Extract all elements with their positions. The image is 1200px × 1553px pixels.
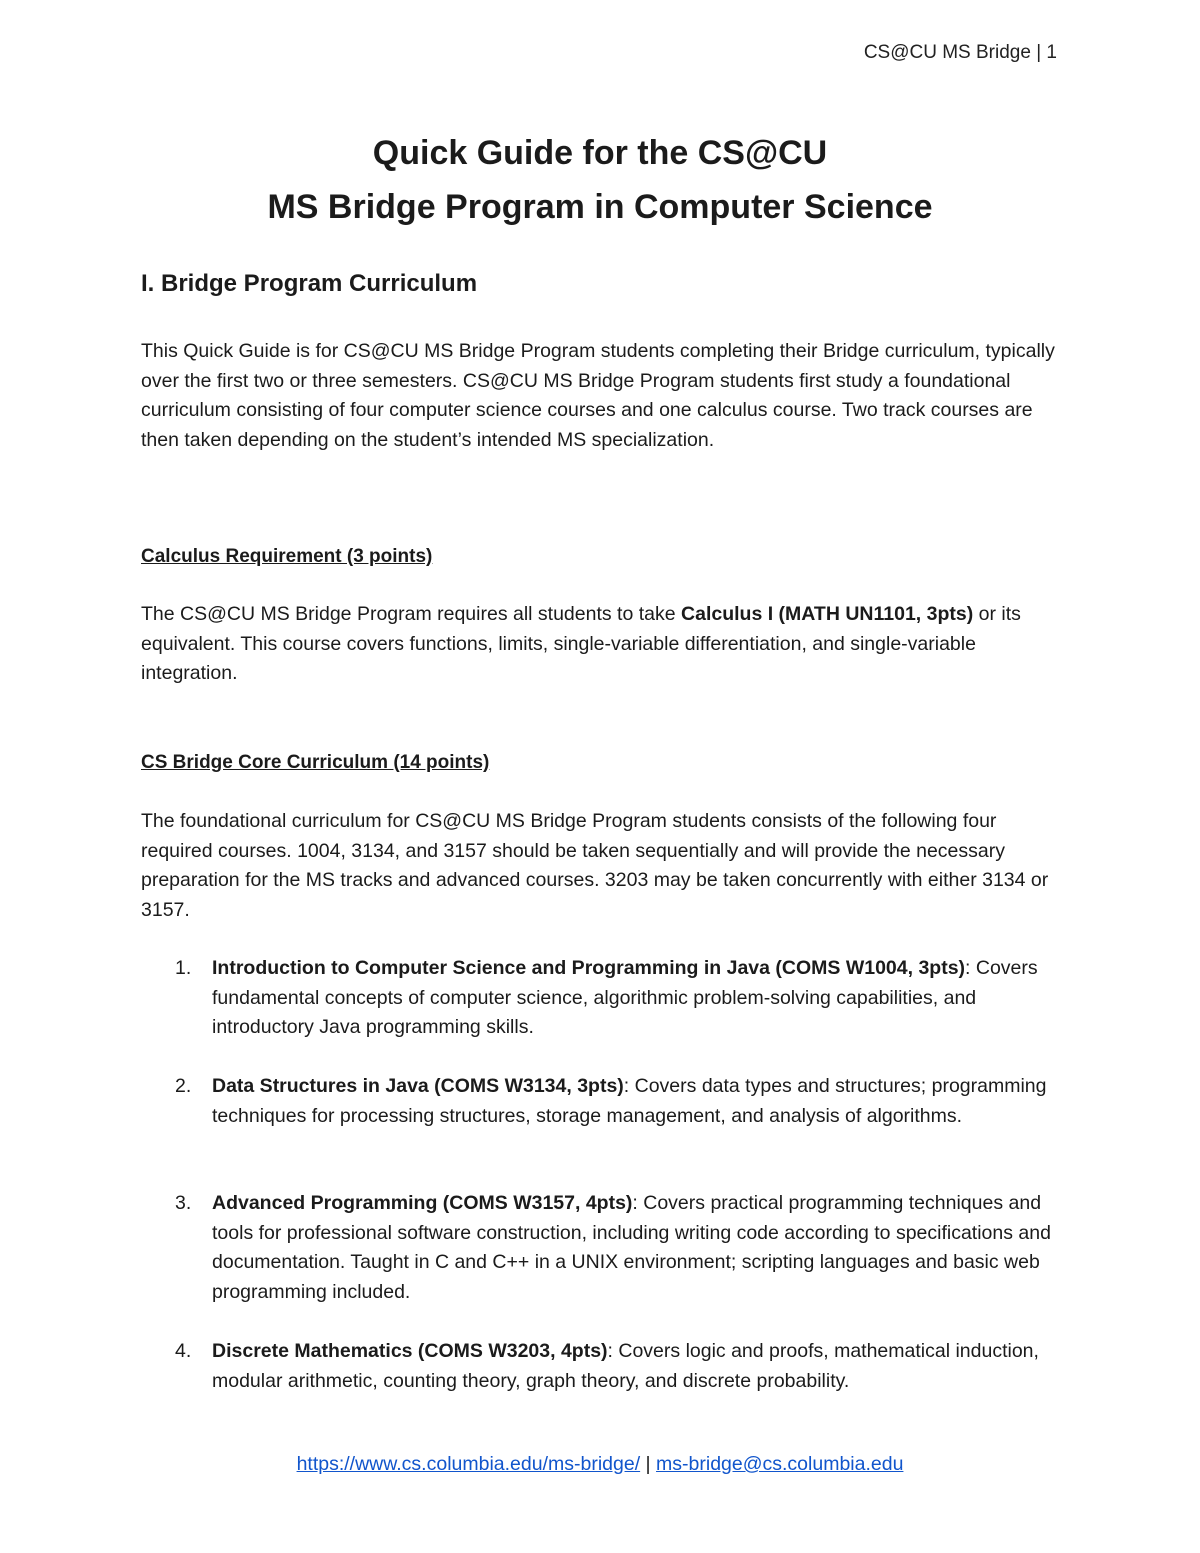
title-line-2: MS Bridge Program in Computer Science bbox=[267, 188, 933, 226]
course-list-item bbox=[141, 1189, 1066, 1307]
list-number: 3. bbox=[175, 1192, 192, 1214]
course-description: : Covers data types and structures; programming techniques for processing structures, storage management, and analysis of algorithms. bbox=[212, 1075, 1047, 1127]
footer-separator: | bbox=[640, 1453, 657, 1475]
course-title: Discrete Mathematics (COMS W3203, 4pts) bbox=[212, 1340, 608, 1362]
list-number: 4. bbox=[175, 1340, 192, 1362]
calculus-text-after: or its equivalent. This course covers functions, limits, single-variable differentiation, and single-variable integration. bbox=[141, 603, 1021, 685]
core-intro-paragraph: The foundational curriculum for CS@CU MS Bridge Program students consists of the following four required courses. 1004, 3134, and 3157 should be taken sequentially and will provide the necessary preparation for the MS tracks and advanced courses. 3203 may be taken concurrently with either 3134 or 3157. bbox=[141, 810, 1049, 921]
calculus-heading: Calculus Requirement (3 points) bbox=[141, 546, 433, 567]
course-list-item bbox=[141, 954, 1066, 1043]
list-number: 1. bbox=[175, 957, 192, 979]
page-header-label: CS@CU MS Bridge | 1 bbox=[863, 42, 1057, 63]
calculus-paragraph bbox=[141, 600, 1066, 689]
course-description: : Covers logic and proofs, mathematical induction, modular arithmetic, counting theory, graph theory, and discrete probability. bbox=[212, 1340, 1039, 1392]
section-heading: I. Bridge Program Curriculum bbox=[141, 270, 478, 297]
website-link[interactable]: https://www.cs.columbia.edu/ms-bridge/ bbox=[296, 1453, 641, 1475]
course-title: Data Structures in Java (COMS W3134, 3pts) bbox=[212, 1075, 624, 1097]
email-link[interactable]: ms-bridge@cs.columbia.edu bbox=[656, 1453, 904, 1475]
course-description: : Covers practical programming techniques and tools for professional software construction, including writing code according to specifications and documentation. Taught in C and C++ in a UNIX environment; scripting languages and basic web programming included. bbox=[212, 1192, 1051, 1303]
page-footer bbox=[0, 1453, 1200, 1476]
course-list-item bbox=[141, 1337, 1066, 1396]
calculus-course-name: Calculus I (MATH UN1101, 3pts) bbox=[681, 603, 974, 625]
document-title bbox=[0, 126, 1200, 234]
title-line-1: Quick Guide for the CS@CU bbox=[372, 134, 828, 172]
course-title: Introduction to Computer Science and Programming in Java (COMS W1004, 3pts) bbox=[212, 957, 966, 979]
course-title: Advanced Programming (COMS W3157, 4pts) bbox=[212, 1192, 633, 1214]
core-curriculum-heading: CS Bridge Core Curriculum (14 points) bbox=[141, 752, 490, 773]
course-list-item bbox=[141, 1072, 1066, 1131]
list-number: 2. bbox=[175, 1075, 192, 1097]
intro-paragraph: This Quick Guide is for CS@CU MS Bridge Program students completing their Bridge curriculum, typically over the first two or three semesters. CS@CU MS Bridge Program students first study a foundational curriculum consisting of four computer science courses and one calculus course. Two track courses are then taken depending on the student’s intended MS specialization. bbox=[141, 340, 1055, 451]
calculus-text-before: The CS@CU MS Bridge Program requires all students to take bbox=[141, 603, 682, 625]
course-description: : Covers fundamental concepts of computer science, algorithmic problem-solving capabilities, and introductory Java programming skills. bbox=[212, 957, 1038, 1039]
